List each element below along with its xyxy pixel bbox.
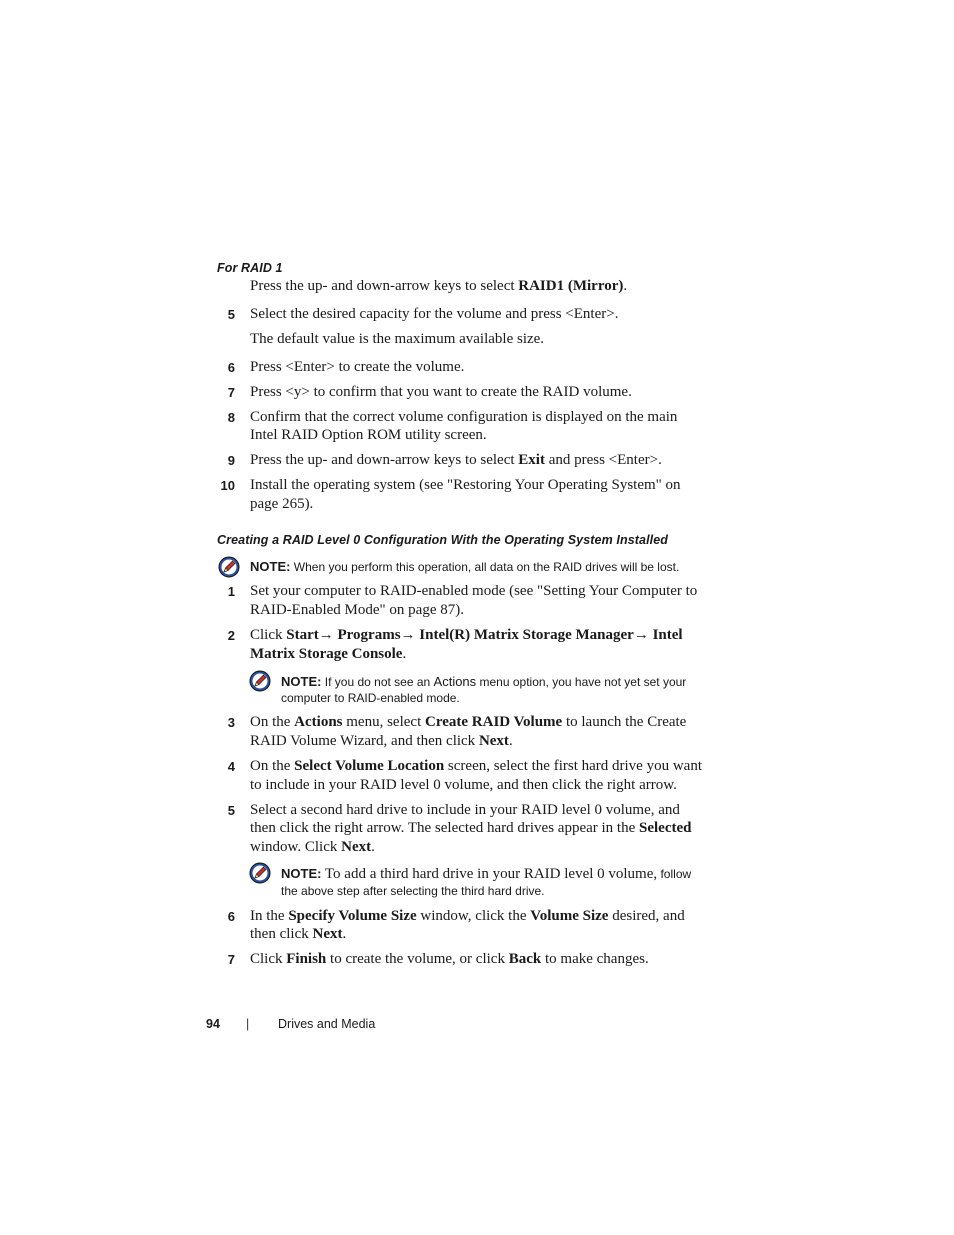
note-actions-menu-line2: computer to RAID-enabled mode. xyxy=(281,691,460,705)
step-text: then click the right arrow. The selected hard drives appear in the Selected xyxy=(250,820,692,836)
step-text: Set your computer to RAID-enabled mode (see "Setting Your Computer to xyxy=(250,583,698,599)
step-number: 7 xyxy=(227,952,235,967)
step-number: 9 xyxy=(227,453,235,468)
section-heading-raid1: For RAID 1 xyxy=(217,261,283,275)
step-text: Press <y> to confirm that you want to create the RAID volume. xyxy=(250,384,632,400)
footer-separator: | xyxy=(246,1017,250,1031)
step-text: page 265). xyxy=(250,496,314,512)
step-text: Press <Enter> to create the volume. xyxy=(250,359,465,375)
step-text: RAID-Enabled Mode" on page 87). xyxy=(250,602,464,618)
step-subtext: The default value is the maximum available size. xyxy=(250,331,545,347)
step-text: to include in your RAID level 0 volume, and then click the right arrow. xyxy=(250,777,677,793)
step-text: Click Start→ Programs→ Intel(R) Matrix Storage Manager→ Intel xyxy=(250,627,683,643)
step-text: On the Actions menu, select Create RAID Volume to launch the Create xyxy=(250,714,687,730)
section-heading-raid0: Creating a RAID Level 0 Configuration With the Operating System Installed xyxy=(217,533,669,547)
note-pencil-icon xyxy=(218,556,240,578)
step-number: 4 xyxy=(227,759,235,774)
step-number: 6 xyxy=(227,360,235,375)
step-text: Select the desired capacity for the volume and press <Enter>. xyxy=(250,306,619,322)
step-text: On the Select Volume Location screen, select the first hard drive you want xyxy=(250,758,702,774)
step-text: In the Specify Volume Size window, click the Volume Size desired, and xyxy=(250,908,685,924)
step-text: Matrix Storage Console. xyxy=(250,646,407,662)
raid1-intro: Press the up- and down-arrow keys to select RAID1 (Mirror). xyxy=(250,278,628,294)
step-text: then click Next. xyxy=(250,926,347,942)
step-number: 6 xyxy=(227,909,235,924)
step-number: 5 xyxy=(227,803,235,818)
step-text: RAID Volume Wizard, and then click Next. xyxy=(250,733,513,749)
note-third-drive-line2: the above step after selecting the third hard drive. xyxy=(281,884,545,898)
step-text: Confirm that the correct volume configuration is displayed on the main xyxy=(250,409,678,425)
step-number: 3 xyxy=(227,715,235,730)
step-text: Intel RAID Option ROM utility screen. xyxy=(250,427,487,443)
step-number: 7 xyxy=(227,385,235,400)
step-text: Select a second hard drive to include in your RAID level 0 volume, and xyxy=(250,802,680,818)
page-number: 94 xyxy=(206,1017,220,1031)
step-number: 2 xyxy=(227,628,235,643)
note-pencil-icon xyxy=(249,670,271,692)
step-number: 8 xyxy=(227,410,235,425)
step-number: 5 xyxy=(227,307,235,322)
note-pencil-icon xyxy=(249,862,271,884)
step-text: window. Click Next. xyxy=(250,839,375,855)
step-number: 1 xyxy=(227,584,235,599)
note-third-drive: NOTE: To add a third hard drive in your RAID level 0 volume, follow xyxy=(281,866,692,882)
step-text: Click Finish to create the volume, or click Back to make changes. xyxy=(250,951,649,967)
step-number: 10 xyxy=(220,478,235,493)
step-text: Press the up- and down-arrow keys to select Exit and press <Enter>. xyxy=(250,452,662,468)
note-data-loss: NOTE: When you perform this operation, all data on the RAID drives will be lost. xyxy=(250,559,680,574)
footer-title: Drives and Media xyxy=(278,1017,376,1031)
step-text: Install the operating system (see "Restoring Your Operating System" on xyxy=(250,477,681,493)
note-actions-menu: NOTE: If you do not see an Actions menu option, you have not yet set your xyxy=(281,674,687,689)
